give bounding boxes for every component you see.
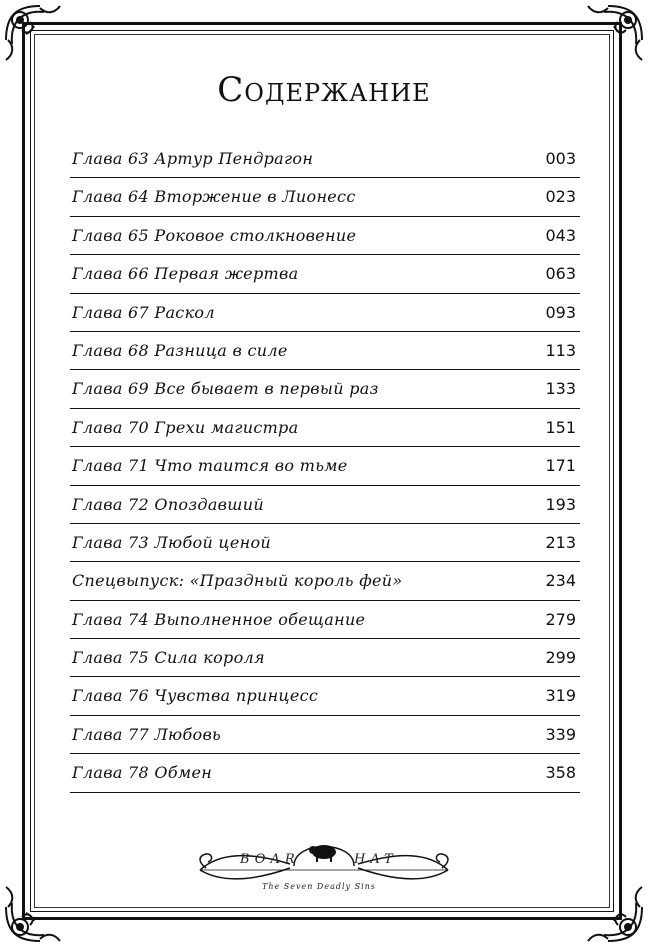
toc-entry-label: Глава 63 Артур Пендрагон [72,149,314,168]
toc-entry-page: 093 [545,302,576,322]
toc-entry-label: Спецвыпуск: «Праздный король фей» [72,571,403,591]
toc-entry-label: Глава 66 Первая жертва [72,264,299,284]
toc-row[interactable] [70,486,580,524]
toc-entry-label: Глава 65 Роковое столкновение [72,225,357,245]
toc-row[interactable] [70,140,580,178]
page-title: Содержание [217,70,431,110]
toc-entry-page: 113 [545,340,576,360]
toc-entry-label: Глава 67 Раскол [72,302,215,322]
corner-ornament-bottom-right [570,869,648,947]
corner-ornament-top-left [0,0,78,78]
toc-entry-label: Глава 77 Любовь [72,724,222,744]
logo-left-text: BOAR [240,852,300,867]
table-of-contents [70,140,580,793]
logo-subtitle: The Seven Deadly Sins [262,882,376,891]
toc-entry-label: Глава 71 Что таится во тьме [72,456,348,476]
toc-entry-label: Глава 74 Выполненное обещание [72,609,366,629]
toc-entry-label: Глава 69 Все бывает в первый раз [72,379,379,399]
toc-row[interactable] [70,524,580,562]
toc-row[interactable] [70,178,580,216]
toc-row[interactable] [70,255,580,293]
boar-hat-logo [190,822,458,902]
toc-entry-label: Глава 75 Сила короля [72,648,265,668]
toc-row[interactable] [70,639,580,677]
toc-entry-label: Глава 73 Любой ценой [72,532,272,552]
toc-row[interactable] [70,562,580,600]
toc-entry-page: 339 [545,724,576,744]
toc-entry-label: Глава 72 Опоздавший [72,494,264,514]
toc-entry-page: 133 [545,379,576,399]
toc-entry-page: 193 [545,494,576,514]
toc-entry-page: 171 [545,456,576,476]
toc-entry-page: 234 [545,571,576,591]
toc-entry-label: Глава 68 Разница в силе [72,340,288,360]
toc-row[interactable] [70,217,580,255]
toc-entry-page: 151 [545,417,576,437]
toc-entry-page: 213 [545,532,576,552]
toc-row[interactable] [70,370,580,408]
toc-entry-page: 279 [545,609,576,629]
boar-icon [309,845,336,862]
toc-entry-label: Глава 76 Чувства принцесс [72,686,319,706]
toc-entry-page: 023 [545,187,576,207]
toc-entry-page: 043 [545,225,576,245]
toc-row[interactable] [70,601,580,639]
toc-entry-page: 003 [545,149,576,168]
toc-entry-page: 358 [545,763,576,783]
toc-entry-page: 063 [545,264,576,284]
toc-row[interactable] [70,409,580,447]
corner-ornament-bottom-left [0,869,78,947]
logo-right-text: HAT [354,852,398,867]
toc-entry-label: Глава 64 Вторжение в Лионесс [72,187,356,207]
toc-entry-page: 319 [545,686,576,706]
toc-row[interactable] [70,447,580,485]
toc-row[interactable] [70,754,580,792]
toc-row[interactable] [70,716,580,754]
corner-ornament-top-right [570,0,648,78]
toc-row[interactable] [70,677,580,715]
toc-entry-page: 299 [545,648,576,668]
toc-row[interactable] [70,294,580,332]
toc-entry-label: Глава 70 Грехи магистра [72,417,299,437]
toc-row[interactable] [70,332,580,370]
toc-entry-label: Глава 78 Обмен [72,763,213,783]
